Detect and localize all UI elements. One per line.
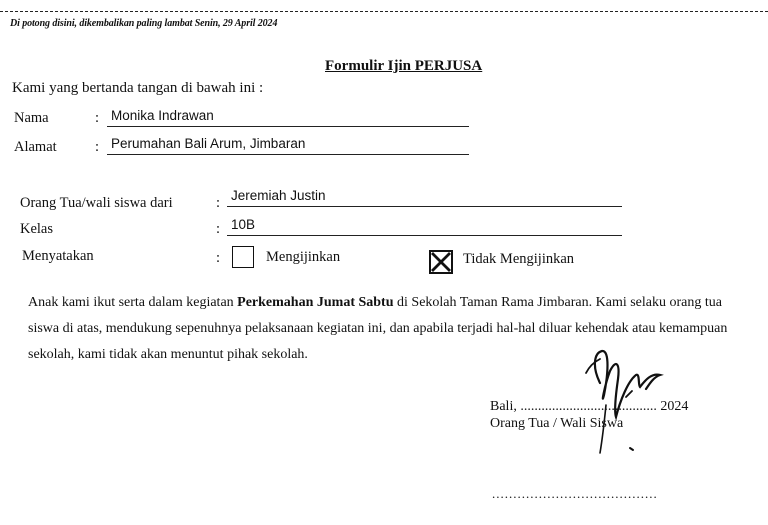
alamat-field[interactable]: Perumahan Bali Arum, Jimbaran (107, 135, 469, 155)
kelas-label: Kelas (20, 221, 54, 237)
alamat-colon: : (95, 139, 100, 155)
check-x-icon (431, 252, 451, 272)
cut-line (0, 11, 768, 12)
mengijinkan-checkbox[interactable] (232, 246, 254, 268)
alamat-label: Alamat (14, 139, 57, 155)
orang-tua-colon: : (216, 195, 221, 211)
tidak-mengijinkan-checkbox[interactable] (429, 250, 453, 274)
nama-colon: : (95, 110, 100, 126)
signature-line: ....................................... (492, 486, 658, 501)
nama-label: Nama (14, 110, 49, 126)
menyatakan-label: Menyatakan (22, 248, 94, 264)
cut-note: Di potong disini, dikembalikan paling lambat Senin, 29 April 2024 (10, 18, 278, 29)
place-date: Bali, ....................................... 2024 (490, 399, 689, 414)
mengijinkan-label: Mengijinkan (266, 249, 341, 265)
intro-text: Kami yang bertanda tangan di bawah ini : (12, 80, 264, 96)
tidak-mengijinkan-label: Tidak Mengijinkan (463, 251, 575, 267)
signer-role: Orang Tua / Wali Siswa (490, 416, 624, 431)
activity-name: Perkemahan Jumat Sabtu (237, 295, 394, 310)
paragraph-text-2: di Sekolah Taman Rama Jimbaran. Kami selaku orang tua siswa di atas, mendukung sepenuhnya pelaksanaan kegiatan ini, dan apabila terjadi hal-hal diluar kehendak atau kemampuan sekolah, kami tidak akan menuntut pihak sekolah. (28, 295, 728, 362)
kelas-field[interactable]: 10B (227, 216, 622, 236)
nama-field[interactable]: Monika Indrawan (107, 107, 469, 127)
kelas-colon: : (216, 221, 221, 237)
orang-tua-label: Orang Tua/wali siswa dari (20, 195, 173, 211)
orang-tua-field[interactable]: Jeremiah Justin (227, 187, 622, 207)
paragraph-text-1: Anak kami ikut serta dalam kegiatan (28, 295, 238, 310)
menyatakan-colon: : (216, 250, 221, 266)
form-title: Formulir Ijin PERJUSA (325, 58, 483, 74)
